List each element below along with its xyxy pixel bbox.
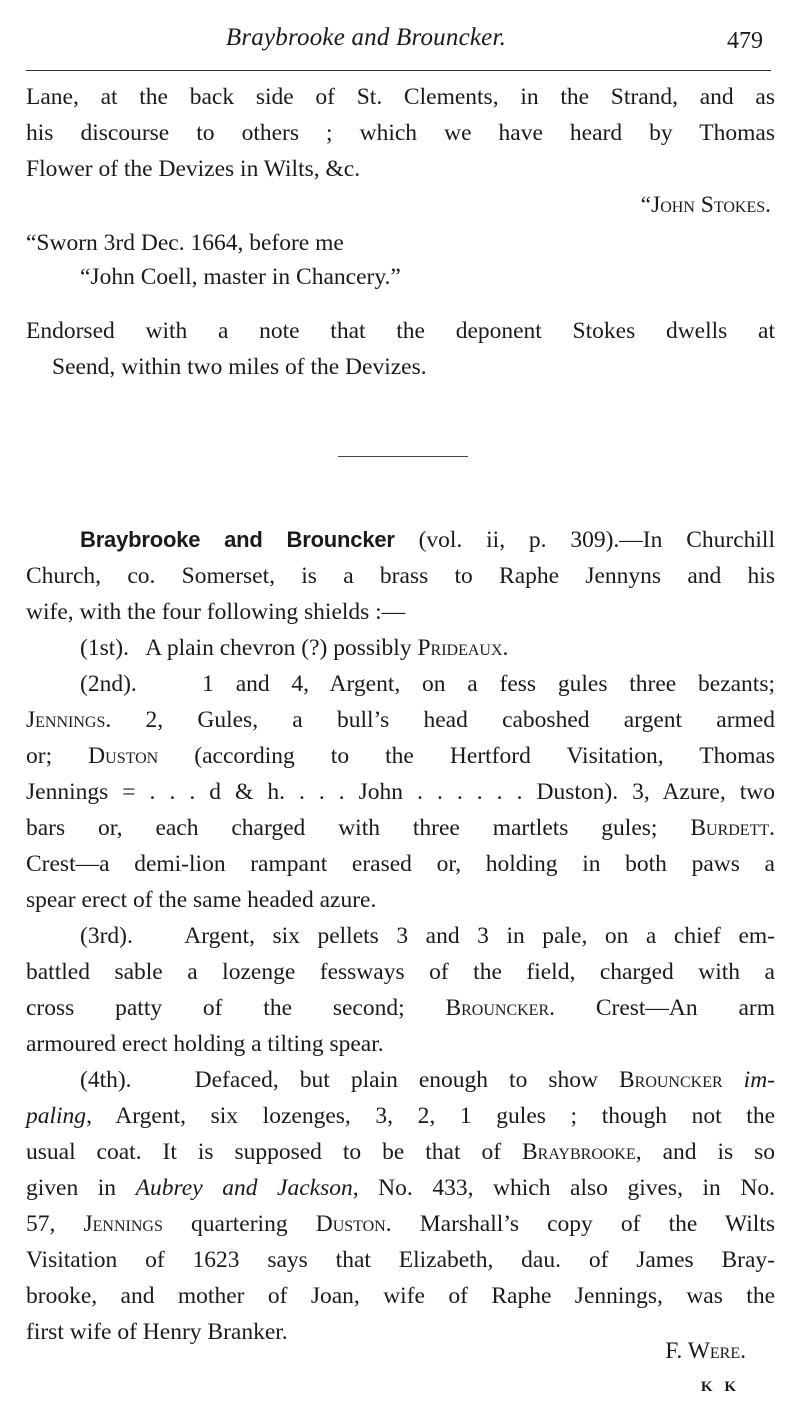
body-line: first wife of Henry Branker. [26, 1319, 288, 1345]
body-line: spear erect of the same headed azure. [26, 887, 377, 913]
header-rule [26, 70, 771, 71]
body-line: cross patty of the second; Brouncker. Crest—An arm [26, 995, 775, 1021]
article-heading-line: Braybrooke and Brouncker (vol. ii, p. 309).—In Churchill [80, 527, 775, 553]
body-line: armoured erect holding a tilting spear. [26, 1031, 384, 1057]
body-line: usual coat. It is supposed to be that of Braybrooke, and is so [26, 1139, 775, 1165]
signature-mark: K K [700, 1379, 740, 1395]
body-line: Jennings = . . . d & h. . . . John . . . . . . Duston). 3, Azure, two [26, 779, 775, 805]
body-line: Jennings. 2, Gules, a bull’s head caboshed argent armed [26, 707, 775, 733]
sworn-line: “Sworn 3rd Dec. 1664, before me [26, 230, 344, 256]
shield-2: (2nd). 1 and 4, Argent, on a fess gules three bezants; [80, 671, 776, 697]
body-line: or; Duston (according to the Hertford Visitation, Thomas [26, 743, 775, 769]
body-line: battled sable a lozenge fessways of the field, charged with a [26, 959, 775, 985]
section-divider [338, 456, 468, 457]
body-line: his discourse to others ; which we have heard by Thomas [26, 120, 775, 146]
body-line: Lane, at the back side of St. Clements, in the Strand, and as [26, 84, 775, 110]
running-header [26, 22, 775, 62]
body-line: Crest—a demi-lion rampant erased or, holding in both paws a [26, 851, 775, 877]
author-signature: F. Were. [665, 1338, 746, 1364]
master-line: “John Coell, master in Chancery.” [80, 264, 401, 290]
body-line: brooke, and mother of Joan, wife of Raphe Jennings, was the [26, 1283, 775, 1309]
shield-4: (4th). Defaced, but plain enough to show Brouncker im- [80, 1067, 775, 1093]
shield-3: (3rd). Argent, six pellets 3 and 3 in pale, on a chief em- [80, 923, 775, 949]
running-title: Braybrooke and Brouncker. [225, 24, 507, 51]
body-line: bars or, each charged with three martlets gules; Burdett. [26, 815, 775, 841]
endorsed-line: Endorsed with a note that the deponent Stokes dwells at [26, 318, 775, 344]
body-line: paling, Argent, six lozenges, 3, 2, 1 gules ; though not the [26, 1103, 775, 1129]
page-number: 479 [727, 28, 763, 54]
body-line: given in Aubrey and Jackson, No. 433, which also gives, in No. [26, 1175, 775, 1201]
deponent-signature: “John Stokes. [640, 192, 771, 218]
endorsed-line: Seend, within two miles of the Devizes. [52, 354, 427, 380]
shield-1: (1st). A plain chevron (?) possibly Prideaux. [80, 635, 509, 661]
body-line: 57, Jennings quartering Duston. Marshall’s copy of the Wilts [26, 1211, 775, 1237]
body-line: Visitation of 1623 says that Elizabeth, dau. of James Bray- [26, 1247, 775, 1273]
body-line: wife, with the four following shields :— [26, 599, 406, 625]
article-heading: Braybrooke and Brouncker [80, 527, 395, 552]
body-line: Church, co. Somerset, is a brass to Raphe Jennyns and his [26, 563, 775, 589]
body-line: Flower of the Devizes in Wilts, &c. [26, 156, 361, 182]
